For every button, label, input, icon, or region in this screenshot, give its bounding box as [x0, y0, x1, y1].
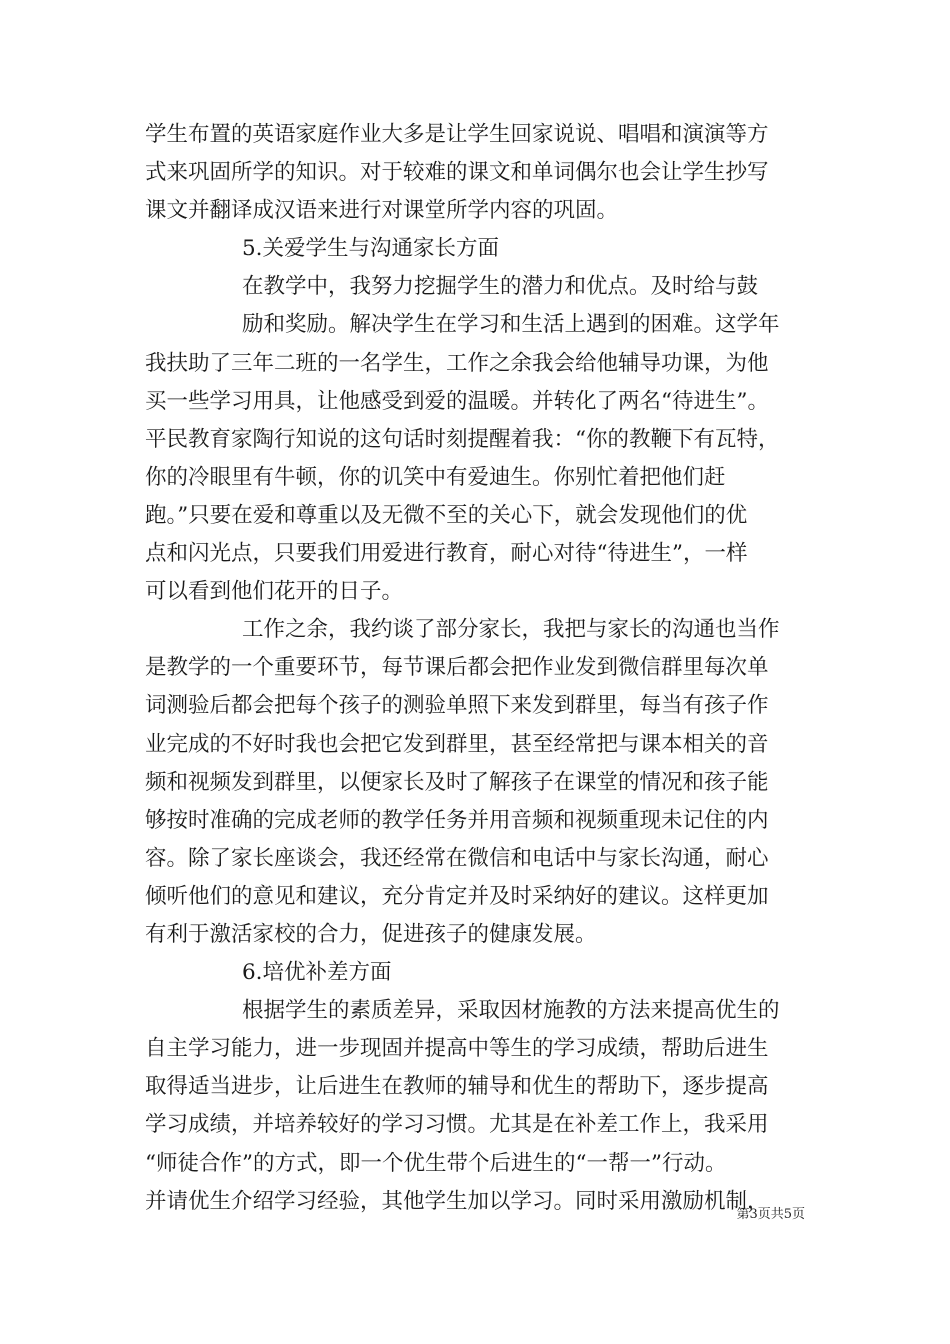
text-line: 并请优生介绍学习经验，其他学生加以学习。同时采用激励机制， — [145, 1188, 769, 1214]
text-line: 根据学生的素质差异，采取因材施教的方法来提高优生的 — [242, 998, 780, 1024]
text-line: 有利于激活家校的合力，促进孩子的健康发展。 — [145, 921, 597, 947]
text-line: 自主学习能力，进一步现固并提高中等生的学习成绩，帮助后进生 — [145, 1036, 769, 1062]
text-line: 跑。”只要在爱和尊重以及无微不至的关心下，就会发现他们的优 — [145, 502, 748, 528]
text-line: 频和视频发到群里，以便家长及时了解孩子在课堂的情况和孩子能 — [145, 769, 769, 795]
text-line: 课文并翻译成汉语来进行对课堂所学内容的巩固。 — [145, 198, 619, 224]
text-line: 词测验后都会把每个孩子的测验单照下来发到群里，每当有孩子作 — [145, 693, 769, 719]
text-line: 可以看到他们花开的日子。 — [145, 579, 404, 605]
text-line: 工作之余，我约谈了部分家长，我把与家长的沟通也当作 — [242, 617, 780, 643]
text-line: 业完成的不好时我也会把它发到群里，甚至经常把与课本相关的音 — [145, 731, 769, 757]
text-line: 容。除了家长座谈会，我还经常在微信和电话中与家长沟通，耐心 — [145, 845, 769, 871]
text-line: 励和奖励。解决学生在学习和生活上遇到的困难。这学年 — [242, 312, 780, 338]
text-line: 倾听他们的意见和建议，充分肯定并及时采纳好的建议。这样更加 — [145, 883, 769, 909]
text-line: 式来巩固所学的知识。对于较难的课文和单词偶尔也会让学生抄写 — [145, 160, 769, 186]
page-number: 第3页共5页 — [736, 1207, 805, 1222]
text-line: 够按时准确的完成老师的教学任务并用音频和视频重现未记住的内 — [145, 807, 769, 833]
text-line: 学习成绩，并培养较好的学习习惯。尤其是在补差工作上，我采用 — [145, 1112, 769, 1138]
text-line: 在教学中，我努力挖掘学生的潜力和优点。及时给与鼓 — [242, 274, 759, 300]
text-line: 你的冷眼里有牛顿，你的讥笑中有爱迪生。你别忙着把他们赶 — [145, 464, 726, 490]
text-line: 是教学的一个重要环节，每节课后都会把作业发到微信群里每次单 — [145, 655, 769, 681]
section-heading: 5.关爱学生与沟通家长方面 — [242, 236, 500, 262]
text-line: 我扶助了三年二班的一名学生，工作之余我会给他辅导功课，为他 — [145, 350, 769, 376]
text-line: 取得适当进步，让后进生在教师的辅导和优生的帮助下，逐步提高 — [145, 1074, 769, 1100]
text-line: 学生布置的英语家庭作业大多是让学生回家说说、唱唱和演演等方 — [145, 122, 769, 147]
text-line: 点和闪光点，只要我们用爱进行教育，耐心对待“待进生”，一样 — [145, 541, 748, 567]
text-line: “师徒合作”的方式，即一个优生带个后进生的“一帮一”行动。 — [145, 1150, 727, 1176]
section-heading: 6.培优补差方面 — [242, 960, 392, 986]
text-line: 平民教育家陶行知说的这句话时刻提醒着我：“你的教鞭下有瓦特， — [145, 426, 780, 452]
document-body — [145, 116, 825, 1221]
text-line: 买一些学习用具，让他感受到爱的温暖。并转化了两名“待进生”。 — [145, 388, 769, 414]
